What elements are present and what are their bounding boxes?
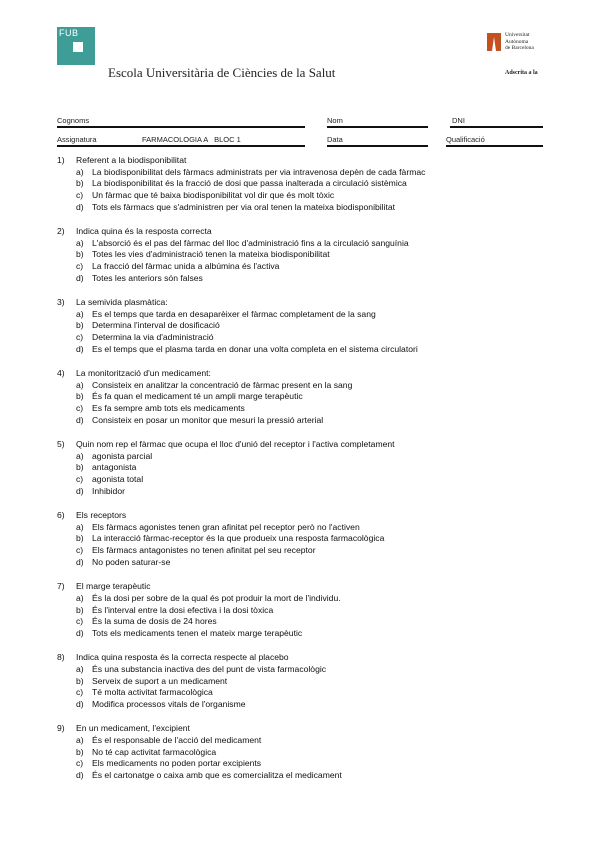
question-number: 4): [57, 368, 65, 379]
option-text: És el cartonatge o caixa amb que es comercialitza el medicament: [92, 769, 342, 780]
option-letter: c): [76, 616, 84, 627]
answer-option[interactable]: [57, 320, 557, 332]
question-text: Indica quina resposta és la correcta respecte al placebo: [76, 652, 289, 663]
option-letter: d): [76, 201, 84, 212]
question-text: En un medicament, l'excipient: [76, 723, 190, 734]
question-number: 3): [57, 297, 65, 308]
question-number: 1): [57, 155, 65, 165]
option-letter: b): [76, 462, 84, 473]
adscrita-label: Adscrita a la: [505, 70, 538, 76]
question-text: La monitorització d'un medicament:: [76, 368, 211, 379]
option-text: antagonista: [92, 462, 137, 473]
option-text: Consisteix en analitzar la concentració de fàrmac present en la sang: [92, 379, 353, 390]
option-letter: d): [76, 343, 84, 354]
option-text: La fracció del fàrmac unida a albúmina és l'activa: [92, 261, 280, 272]
school-title: Escola Universitària de Ciències de la Salut: [108, 65, 336, 80]
option-letter: a): [76, 308, 84, 319]
uab-logo-name: Universitat Autònoma de Barcelona: [505, 32, 534, 51]
option-letter: c): [76, 332, 84, 343]
option-letter: c): [76, 190, 84, 201]
question-number: 5): [57, 439, 65, 450]
option-text: No poden saturar-se: [92, 556, 171, 567]
question-4: [57, 368, 557, 427]
option-text: Es el temps que el plasma tarda en donar una volta completa en el sistema circulatori: [92, 343, 418, 354]
question-stem: [57, 155, 557, 167]
fub-logo-text: FUB: [59, 28, 79, 38]
option-text: És la suma de dosis de 24 hores: [92, 616, 217, 627]
answer-option[interactable]: [57, 178, 557, 190]
dni-label: DNI: [452, 116, 465, 125]
answer-option[interactable]: [57, 309, 557, 321]
answer-option[interactable]: [57, 249, 557, 261]
question-text: La semivida plasmàtica:: [76, 297, 168, 308]
option-letter: b): [76, 391, 84, 402]
option-text: La biodisponibilitat dels fàrmacs administrats per via intravenosa depèn de cada fàrmac: [92, 166, 426, 177]
question-2: [57, 226, 557, 285]
option-letter: a): [76, 450, 84, 461]
question-text: Els receptors: [76, 510, 127, 521]
option-letter: a): [76, 734, 84, 745]
answer-option[interactable]: [57, 190, 557, 202]
answer-option[interactable]: [57, 593, 557, 605]
option-letter: d): [76, 627, 84, 638]
answer-option[interactable]: [57, 557, 557, 569]
question-text: Referent a la biodisponibilitat: [76, 155, 187, 165]
question-stem: [57, 368, 557, 380]
option-letter: b): [76, 320, 84, 331]
option-letter: b): [76, 675, 84, 686]
question-number: 2): [57, 226, 65, 237]
option-letter: b): [76, 604, 84, 615]
answer-option[interactable]: [57, 202, 557, 214]
answer-option[interactable]: [57, 273, 557, 285]
assignatura-label: Assignatura: [57, 135, 97, 144]
fub-logo: [57, 27, 95, 65]
answer-option[interactable]: [57, 747, 557, 759]
uab-logo-mark-icon: [487, 33, 501, 51]
question-stem: [57, 581, 557, 593]
question-stem: [57, 510, 557, 522]
option-text: És l'interval entre la dosi efectiva i la dosi tòxica: [92, 604, 274, 615]
option-text: Determina la via d'administració: [92, 332, 214, 343]
question-9: [57, 723, 557, 782]
question-stem: [57, 297, 557, 309]
option-letter: d): [76, 556, 84, 567]
answer-option[interactable]: [57, 628, 557, 640]
option-text: L'absorció és el pas del fàrmac del lloc d'administració fins a la circulació sanguínia: [92, 237, 409, 248]
answer-option[interactable]: [57, 451, 557, 463]
answer-option[interactable]: [57, 403, 557, 415]
answer-option[interactable]: [57, 616, 557, 628]
question-text: Quin nom rep el fàrmac que ocupa el lloc d'unió del receptor i l'activa completament: [76, 439, 395, 450]
option-text: Els fàrmacs antagonistes no tenen afinitat pel seu receptor: [92, 545, 316, 556]
answer-option[interactable]: [57, 533, 557, 545]
question-text: Indica quina és la resposta correcta: [76, 226, 212, 237]
option-text: Totes les vies d'administració tenen la mateixa biodisponibilitat: [92, 249, 330, 260]
option-letter: a): [76, 379, 84, 390]
answer-option[interactable]: [57, 380, 557, 392]
option-letter: d): [76, 698, 84, 709]
option-letter: a): [76, 166, 84, 177]
option-text: Modifica processos vitals de l'organisme: [92, 698, 246, 709]
answer-option[interactable]: [57, 238, 557, 250]
answer-option[interactable]: [57, 391, 557, 403]
option-text: Determina l'interval de dosificació: [92, 320, 220, 331]
cognoms-field[interactable]: [57, 116, 305, 128]
question-stem: [57, 439, 557, 451]
question-list: [57, 155, 557, 794]
question-6: [57, 510, 557, 569]
option-letter: c): [76, 758, 84, 769]
option-letter: d): [76, 414, 84, 425]
option-text: És fa quan el medicament té un ampli marge terapèutic: [92, 391, 303, 402]
option-letter: a): [76, 663, 84, 674]
option-letter: b): [76, 178, 84, 189]
option-letter: b): [76, 746, 84, 757]
answer-option[interactable]: [57, 415, 557, 427]
option-letter: c): [76, 474, 84, 485]
option-letter: d): [76, 485, 84, 496]
answer-option[interactable]: [57, 474, 557, 486]
option-text: La interacció fàrmac-receptor és la que produeix una resposta farmacològica: [92, 533, 385, 544]
data-label: Data: [327, 135, 343, 144]
option-text: És una substancia inactiva des del punt de vista farmacològic: [92, 663, 327, 674]
answer-option[interactable]: [57, 522, 557, 534]
question-text: El marge terapèutic: [76, 581, 151, 592]
assignatura-value: FARMACOLOGIA A BLOC 1: [142, 135, 241, 144]
option-text: Els medicaments no poden portar excipients: [92, 758, 262, 769]
question-stem: [57, 652, 557, 664]
option-text: Es el temps que tarda en desaparèixer el fàrmac completament de la sang: [92, 308, 376, 319]
qualificacio-field[interactable]: [446, 135, 543, 147]
answer-option[interactable]: [57, 332, 557, 344]
option-text: És el responsable de l'acció del medicament: [92, 734, 262, 745]
option-text: Un fàrmac que té baixa biodisponibilitat vol dir que és molt tòxic: [92, 190, 335, 201]
option-letter: c): [76, 403, 84, 414]
data-field[interactable]: [327, 135, 428, 147]
nom-field[interactable]: [327, 116, 428, 128]
option-text: Els fàrmacs agonistes tenen gran afinitat pel receptor però no l'activen: [92, 521, 360, 532]
option-text: Tots els medicaments tenen el mateix marge terapèutic: [92, 627, 303, 638]
option-text: Té molta activitat farmacològica: [92, 687, 213, 698]
answer-option[interactable]: [57, 486, 557, 498]
option-text: És la dosi per sobre de la qual és pot produir la mort de l'individu.: [92, 592, 341, 603]
question-number: 8): [57, 652, 65, 663]
option-letter: a): [76, 237, 84, 248]
answer-option[interactable]: [57, 699, 557, 711]
option-text: Serveix de suport a un medicament: [92, 675, 228, 686]
answer-option[interactable]: [57, 758, 557, 770]
option-letter: c): [76, 687, 84, 698]
option-letter: b): [76, 533, 84, 544]
question-stem: [57, 723, 557, 735]
question-number: 7): [57, 581, 65, 592]
option-letter: a): [76, 521, 84, 532]
option-letter: a): [76, 592, 84, 603]
question-8: [57, 652, 557, 711]
answer-option[interactable]: [57, 261, 557, 273]
option-text: Inhibidor: [92, 485, 125, 496]
fub-logo-square: [73, 42, 83, 52]
question-1: [57, 155, 557, 214]
answer-option[interactable]: [57, 664, 557, 676]
dni-field[interactable]: [450, 116, 543, 128]
question-5: [57, 439, 557, 498]
question-7: [57, 581, 557, 640]
option-text: agonista total: [92, 474, 144, 485]
option-letter: b): [76, 249, 84, 260]
answer-option[interactable]: [57, 687, 557, 699]
answer-option[interactable]: [57, 545, 557, 557]
option-text: No té cap activitat farmacològica: [92, 746, 217, 757]
question-number: 6): [57, 510, 65, 521]
option-text: Es fa sempre amb tots els medicaments: [92, 403, 245, 414]
nom-label: Nom: [327, 116, 343, 125]
qualificacio-label: Qualificació: [446, 135, 485, 144]
question-stem: [57, 226, 557, 238]
option-letter: d): [76, 272, 84, 283]
answer-option[interactable]: [57, 770, 557, 782]
question-number: 9): [57, 723, 65, 734]
option-text: La biodisponibilitat és la fracció de dosi que passa inalterada a circulació sistèmica: [92, 178, 407, 189]
option-text: Consisteix en posar un monitor que mesuri la pressió arterial: [92, 414, 324, 425]
answer-option[interactable]: [57, 344, 557, 356]
assignatura-field[interactable]: [57, 135, 305, 147]
answer-option[interactable]: [57, 676, 557, 688]
answer-option[interactable]: [57, 167, 557, 179]
option-letter: d): [76, 769, 84, 780]
answer-option[interactable]: [57, 605, 557, 617]
answer-option[interactable]: [57, 735, 557, 747]
option-letter: c): [76, 545, 84, 556]
option-text: Totes les anteriors són falses: [92, 272, 203, 283]
option-text: agonista parcial: [92, 450, 153, 461]
option-letter: c): [76, 261, 84, 272]
answer-option[interactable]: [57, 462, 557, 474]
question-3: [57, 297, 557, 356]
cognoms-label: Cognoms: [57, 116, 90, 125]
option-text: Tots els fàrmacs que s'administren per via oral tenen la mateixa biodisponibilitat: [92, 201, 396, 212]
